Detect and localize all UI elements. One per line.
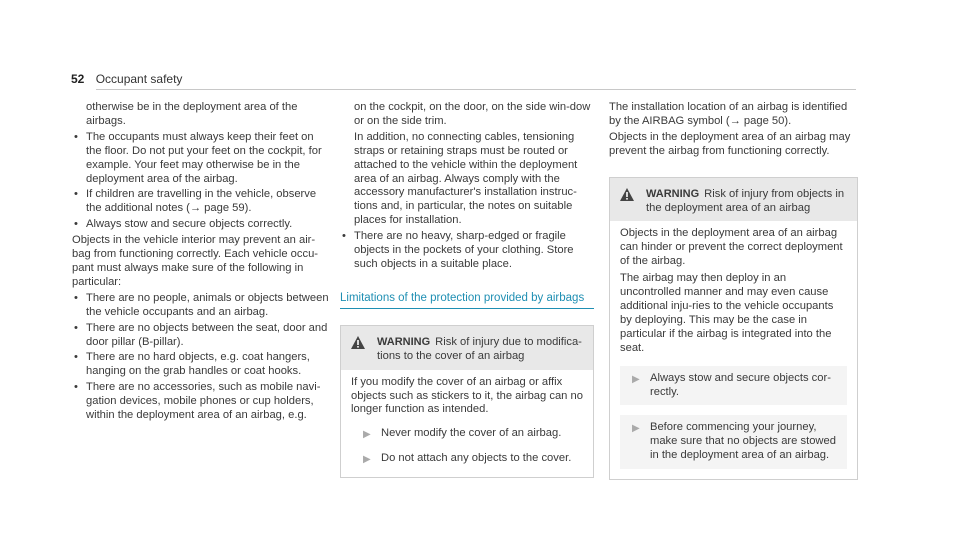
list-item: • If children are travelling in the vehicle, observe the additional notes (→ page 59).	[72, 188, 330, 216]
bullet-list-1	[72, 131, 330, 232]
warning-label: WARNING	[646, 187, 700, 200]
column-1	[72, 101, 330, 425]
arrow-right-icon: ▶	[363, 429, 371, 441]
list-item: • There are no people, animals or objects between the vehicle occupants and an airbag.	[72, 292, 330, 320]
action-step	[620, 415, 847, 469]
warning-header	[341, 326, 593, 370]
arrow-right-icon: ▶	[363, 454, 371, 466]
bullet-list-3	[340, 230, 594, 272]
action-step	[363, 427, 583, 442]
continued-text: on the cockpit, on the door, on the side win-dow or on the side trim.	[354, 101, 591, 127]
arrow-right-icon: ▶	[632, 373, 640, 385]
header-divider	[96, 89, 856, 90]
warning-box	[340, 325, 594, 478]
column-3	[609, 101, 858, 480]
warning-header	[610, 178, 857, 222]
warning-triangle-icon	[620, 188, 646, 216]
section-title: Limitations of the protection provided by airbags	[340, 292, 594, 309]
action-step	[620, 366, 847, 406]
paragraph: Objects in the vehicle interior may prevent an air-bag from functioning correctly. Each vehicle occu-pant must always make sure of the following in particular:	[72, 234, 319, 288]
list-item: • Always stow and secure objects correctly.	[72, 218, 330, 232]
warning-title: Risk of injury due to modifica-tions to the cover of an airbag	[377, 335, 582, 362]
warning-title: Risk of injury from objects in the deployment area of an airbag	[646, 187, 845, 214]
warning-text: The airbag may then deploy in an uncontrolled manner and may even cause additional inju-ries to the vehicle occupants by deploying. This may be the case in particular if the airbag is integrated into the seat.	[620, 272, 834, 354]
warning-label: WARNING	[377, 335, 431, 348]
column-2	[340, 101, 594, 478]
warning-body	[341, 370, 593, 478]
bullet-list-2	[72, 292, 330, 423]
paragraph: Objects in the deployment area of an airbag may prevent the airbag from functioning correctly.	[609, 130, 851, 157]
section-name: Occupant safety	[95, 72, 183, 86]
step-text: Before commencing your journey, make sure that no objects are stowed in the deployment area of an airbag.	[650, 421, 836, 462]
step-text: Always stow and secure objects cor-rectly.	[650, 371, 831, 398]
warning-text: If you modify the cover of an airbag or affix objects such as stickers to it, the airbag can no longer function as intended.	[351, 375, 583, 416]
warning-text: Objects in the deployment area of an airbag can hinder or prevent the correct deployment of the airbag.	[620, 227, 843, 268]
intro-text: otherwise be in the deployment area of the airbags.	[86, 101, 298, 127]
arrow-right-icon: ▶	[632, 423, 640, 435]
list-item: • The occupants must always keep their feet on the floor. Do not put your feet on the cockpit, for example. Your feet may otherwise be in the deployment area of the airbag.	[72, 131, 330, 187]
page-header	[71, 72, 182, 86]
step-text: Never modify the cover of an airbag.	[381, 427, 562, 440]
list-item: • There are no accessories, such as mobile navi-gation devices, mobile phones or cup holders, within the deployment area of an airbag, e.g.	[72, 381, 330, 423]
paragraph: The installation location of an airbag is identified by the AIRBAG symbol (→ page 50).	[609, 101, 848, 127]
warning-body	[610, 221, 857, 479]
page-number: 52	[71, 72, 85, 86]
step-text: Do not attach any objects to the cover.	[381, 452, 572, 465]
list-item: • There are no heavy, sharp-edged or fragile objects in the pockets of your clothing. Store such objects in a suitable place.	[340, 230, 594, 272]
list-item: • There are no objects between the seat, door and door pillar (B-pillar).	[72, 322, 330, 350]
warning-triangle-icon	[351, 336, 377, 364]
paragraph: In addition, no connecting cables, tensioning straps or retaining straps must be routed or attached to the vehicle within the deployment area of an airbag. Always comply with the accessory manufacturer's installation instruc-tions and, in particular, the notes on suitable places for installation.	[354, 130, 578, 227]
list-item: • There are no hard objects, e.g. coat hangers, hanging on the grab handles or coat hooks.	[72, 351, 330, 379]
warning-box	[609, 177, 858, 481]
action-step	[363, 452, 583, 467]
